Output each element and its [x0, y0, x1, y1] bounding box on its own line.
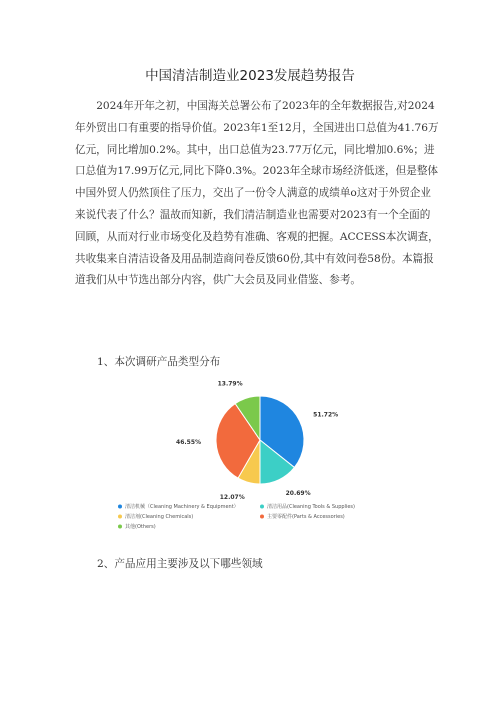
section1-heading: 1、本次调研产品类型分布: [97, 356, 221, 368]
intro-text: [75, 96, 440, 292]
legend-marker: [260, 505, 264, 509]
legend-label: 主要零配件(Parts & Accessories): [267, 514, 345, 520]
legend-label: 清洁剂(Cleaning Chemicals): [125, 514, 194, 520]
document-title: 中国清洁制造业2023发展趋势报告: [145, 68, 355, 84]
slice-label: 12.07%: [219, 493, 245, 501]
slice-label: 46.55%: [176, 439, 202, 447]
slice-label: 51.72%: [313, 411, 339, 419]
pie-chart: [110, 380, 400, 548]
legend-label: 清洁用品(Cleaning Tools & Supplies): [267, 504, 355, 510]
slice-label: 20.69%: [285, 490, 311, 498]
legend-label: 其他(Others): [125, 524, 156, 530]
legend-label: 清洁机械（Cleaning Machinery & Equipment）: [125, 504, 239, 510]
section2-heading: 2、产品应用主要涉及以下哪些领域: [97, 558, 263, 570]
legend-marker: [118, 505, 122, 509]
legend-marker: [260, 515, 264, 519]
pie-legend: [118, 503, 355, 530]
pie-slices: [216, 396, 304, 484]
legend-marker: [118, 525, 122, 529]
intro-paragraph: 2024年开年之初，中国海关总署公布了2023年的全年数据报告,对2024年外贸出口有重要的指导价值。2023年1至12月，全国进出口总值为41.76万亿元，同比增加0.2%。其中，出口总值为23.77万亿元，同比增加0.6%；进口总值为17.99万亿元,同比下降0.3%。2023年全球市场经济低迷，但是整体中国外贸人仍然顶住了压力，交出了一份令人满意的成绩单o这对于外贸企业来说代表了什么？温故而知新，我们清洁制造业也需要对2023有一个全面的回顾，从而对行业市场变化及趋势有准确、客观的把握。ACCESS本次调查，共收集来自清洁设备及用品制造商问卷反馈60份,其中有效问卷58份。本篇报道我们从中节选出部分内容，供广大会员及同业借鉴、参考。: [75, 100, 439, 287]
legend-marker: [118, 515, 122, 519]
slice-label: 13.79%: [217, 380, 243, 388]
